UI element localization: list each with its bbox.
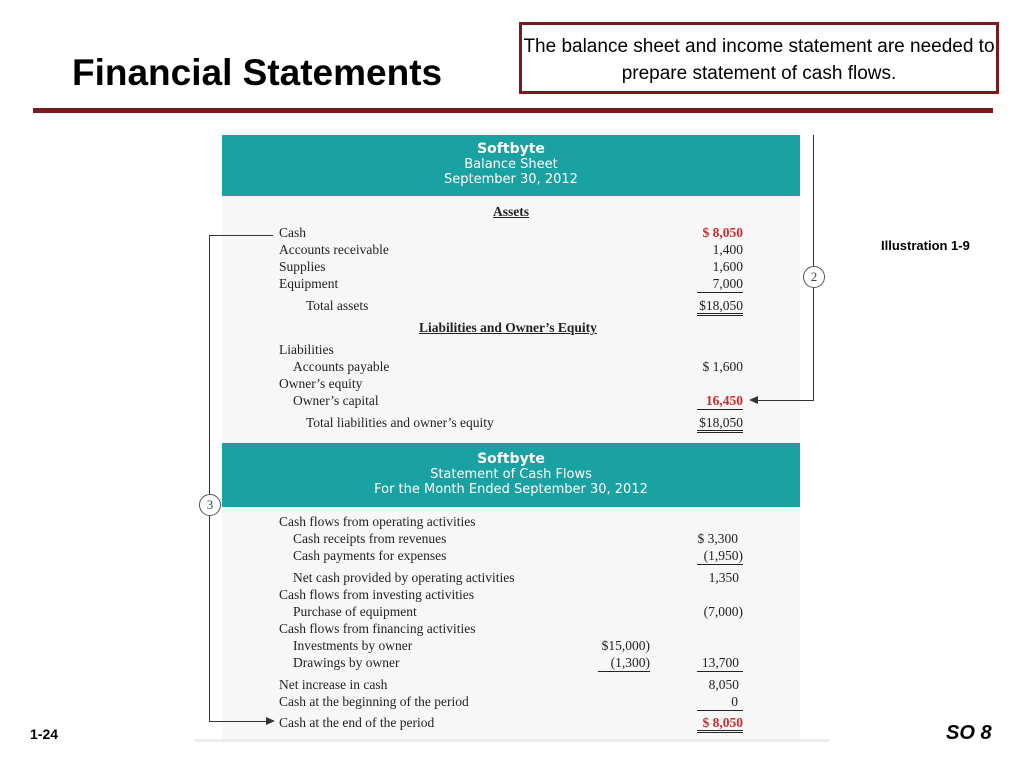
connector-line-3 [209,235,210,722]
asset-value: $ 8,050 [702,225,743,240]
total-le-label: Total liabilities and owner’s equity [306,415,494,430]
asset-label: Equipment [279,276,339,291]
owners-capital-value: 16,450 [705,393,743,408]
total-double-rule [697,313,743,316]
liabilities-label: Liabilities [279,342,334,357]
subtotal-rule [697,564,743,565]
bs-date: September 30, 2012 [444,172,578,187]
beginning-cash-label: Cash at the beginning of the period [279,694,469,709]
owners-equity-label: Owner’s equity [279,376,363,391]
total-assets-value: $18,050 [699,298,743,313]
balance-sheet-header [222,135,800,196]
asset-value: 7,000 [712,276,743,291]
investments-label: Investments by owner [293,638,413,653]
asset-label: Accounts receivable [279,242,389,257]
connector-line-3 [209,235,273,236]
net-operating-label: Net cash provided by operating activities [293,570,515,585]
asset-value: 1,400 [712,242,743,257]
arrow-right-icon [266,717,275,725]
title-divider [33,108,993,113]
ending-cash-value: $ 8,050 [702,715,743,730]
asset-label: Supplies [279,259,326,274]
cf-period: For the Month Ended September 30, 2012 [374,482,648,497]
total-assets-label: Total assets [306,298,369,313]
net-increase-label: Net increase in cash [279,677,388,692]
asset-label: Cash [279,225,306,240]
accounts-payable-label: Accounts payable [293,359,390,374]
page-number: 1-24 [30,726,59,742]
drawings-label: Drawings by owner [293,655,400,670]
receipts-label: Cash receipts from revenues [293,531,447,546]
payments-value: (1,950) [703,548,743,563]
accounts-payable-value: $ 1,600 [702,359,743,374]
bs-name: Balance Sheet [464,157,558,172]
financing-header: Cash flows from financing activities [279,621,476,636]
subtotal-rule [697,409,743,410]
beginning-cash-value: 0 [731,694,738,709]
slide-title: Financial Statements [72,52,443,93]
connector-line-2 [757,400,814,401]
ending-cash-label: Cash at the end of the period [279,715,435,730]
so-label: SO 8 [946,722,992,744]
subtotal-rule [697,292,743,293]
investing-header: Cash flows from investing activities [279,587,474,602]
bs-company: Softbyte [477,141,545,157]
connector-line-3 [209,721,267,722]
drawings-value: (1,300) [610,655,650,670]
illustration-label: Illustration 1-9 [881,238,970,253]
cash-flows-header [222,443,800,507]
subtotal-rule [697,671,743,672]
receipts-value: $ 3,300 [697,531,738,546]
net-increase-value: 8,050 [708,677,739,692]
subtotal-rule [598,671,650,672]
investments-value: $15,000) [601,638,650,653]
asset-value: 1,600 [712,259,743,274]
cf-company: Softbyte [477,451,545,467]
subtotal-rule [697,710,743,711]
liabilities-equity-header: Liabilities and Owner’s Equity [419,320,597,335]
payments-label: Cash payments for expenses [293,548,447,563]
cf-name: Statement of Cash Flows [430,467,592,482]
total-le-value: $18,050 [699,415,743,430]
net-operating-value: 1,350 [708,570,739,585]
marker-3: 3 [199,494,221,516]
panel-shadow [195,739,830,742]
callout-box: The balance sheet and income statement are needed to prepare statement of cash flows. [519,22,999,94]
net-financing-value: 13,700 [701,655,739,670]
purchase-label: Purchase of equipment [293,604,417,619]
purchase-value: (7,000) [703,604,743,619]
assets-header: Assets [493,204,529,219]
marker-2: 2 [803,266,825,288]
arrow-left-icon [749,396,758,404]
owners-capital-label: Owner’s capital [293,393,379,408]
operating-header: Cash flows from operating activities [279,514,476,529]
total-double-rule [697,430,743,433]
total-double-rule [697,730,743,733]
